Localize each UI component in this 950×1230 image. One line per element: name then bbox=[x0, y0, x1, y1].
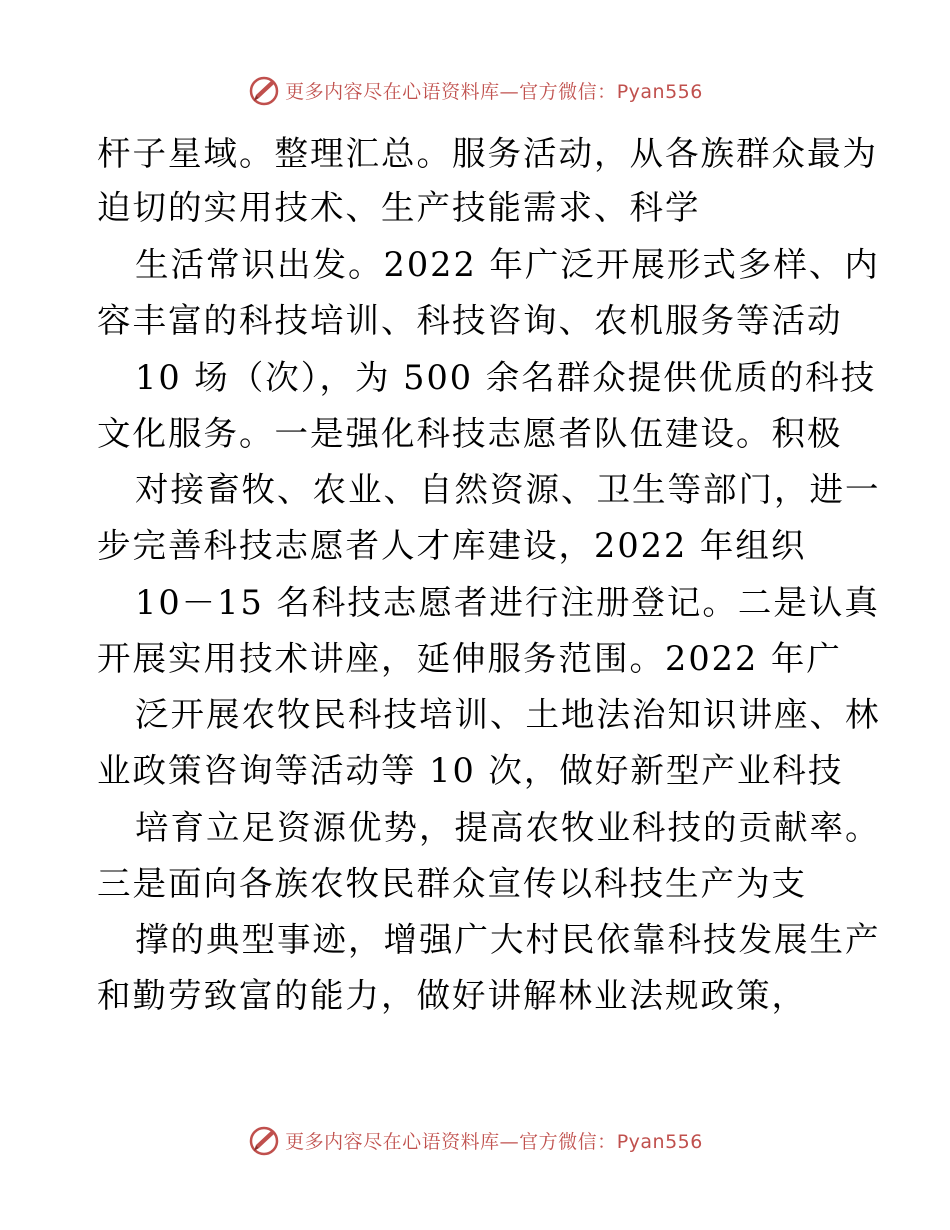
body-line-1: 杆子星域。整理汇总。服务活动，从各族群众最为 bbox=[97, 134, 878, 173]
body-line-7: 对接畜牧、农业、自然资源、卫生等部门，进一 bbox=[135, 470, 881, 509]
body-line-3: 生活常识出发。2022 年广泛开展形式多样、内 bbox=[135, 245, 880, 284]
body-line-4: 容丰富的科技培训、科技咨询、农机服务等活动 bbox=[97, 301, 843, 340]
header-wechat-label: 官方微信： bbox=[519, 80, 617, 103]
pen-logo-icon bbox=[247, 73, 281, 107]
footer-text bbox=[285, 1127, 703, 1154]
body-line-15: 撑的典型事迹，增强广大村民依靠科技发展生产 bbox=[135, 920, 881, 959]
footer-wechat-label: 官方微信： bbox=[519, 1130, 617, 1153]
header-text bbox=[285, 77, 703, 104]
footer-site-name: 更多内容尽在心语资料库 bbox=[285, 1130, 500, 1153]
body-line-8: 步完善科技志愿者人才库建设，2022 年组织 bbox=[97, 526, 807, 565]
body-line-11: 泛开展农牧民科技培训、土地法治知识讲座、林 bbox=[135, 695, 881, 734]
header-watermark bbox=[0, 70, 950, 110]
footer-watermark bbox=[0, 1120, 950, 1160]
header-wechat-id: Pyan556 bbox=[616, 80, 703, 103]
header-site-name: 更多内容尽在心语资料库 bbox=[285, 80, 500, 103]
body-line-5: 10 场（次），为 500 余名群众提供优质的科技 bbox=[135, 358, 877, 397]
footer-wechat-id: Pyan556 bbox=[616, 1130, 703, 1153]
header-separator: — bbox=[499, 80, 520, 103]
body-line-6: 文化服务。一是强化科技志愿者队伍建设。积极 bbox=[97, 414, 843, 453]
body-line-12: 业政策咨询等活动等 10 次，做好新型产业科技 bbox=[97, 751, 844, 790]
body-line-14: 三是面向各族农牧民群众宣传以科技生产为支 bbox=[97, 864, 807, 903]
body-line-10: 开展实用技术讲座，延伸服务范围。2022 年广 bbox=[97, 639, 842, 678]
body-line-16: 和勤劳致富的能力，做好讲解林业法规政策， bbox=[97, 976, 807, 1015]
pen-logo-icon bbox=[247, 1123, 281, 1157]
body-line-13: 培育立足资源优势，提高农牧业科技的贡献率。 bbox=[135, 808, 881, 847]
body-line-2: 迫切的实用技术、生产技能需求、科学 bbox=[97, 188, 701, 227]
footer-separator: — bbox=[499, 1130, 520, 1153]
body-line-9: 10－15 名科技志愿者进行注册登记。二是认真 bbox=[135, 583, 880, 622]
